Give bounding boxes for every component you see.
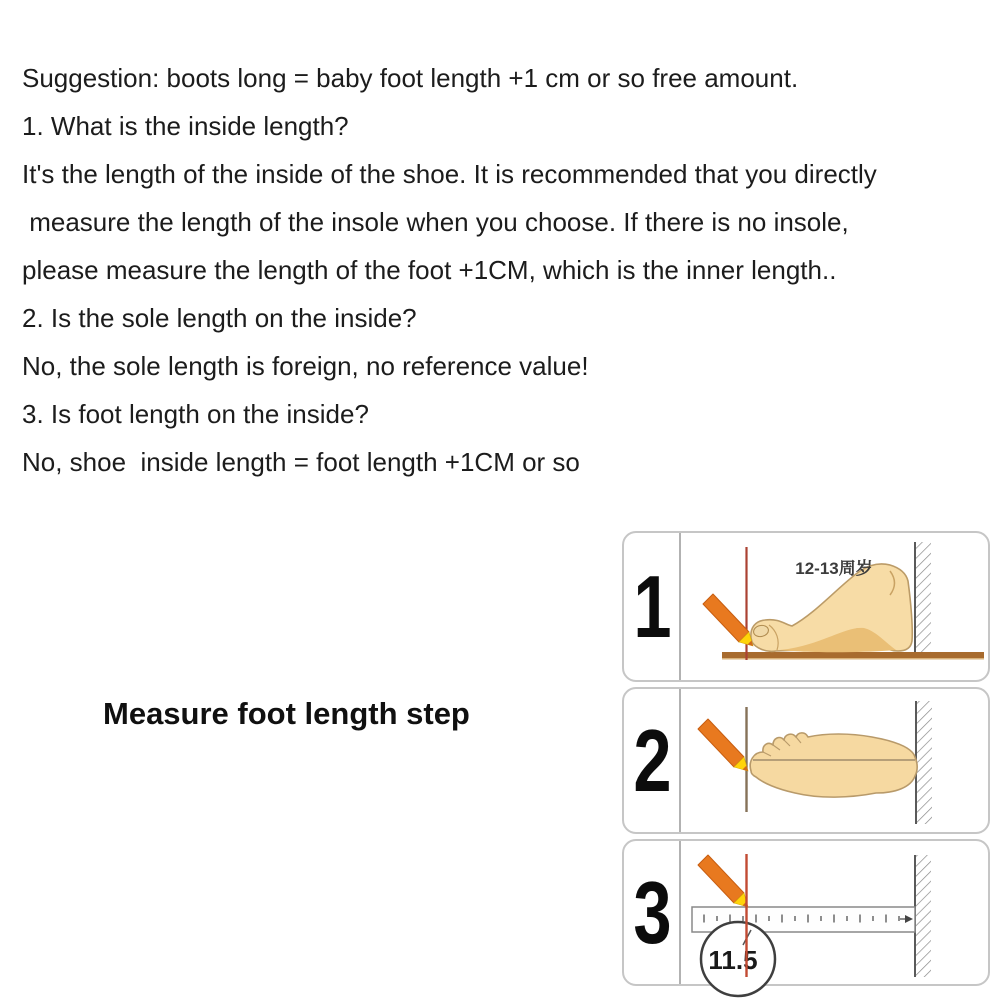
note-q1: 1. What is the inside length? (22, 111, 349, 141)
foot-top-outline (750, 733, 917, 797)
note-a2: No, the sole length is foreign, no reference value! (22, 351, 589, 381)
note-a1-part3: please measure the length of the foot +1CM, which is the inner length.. (22, 255, 837, 285)
pencil-icon (698, 719, 748, 771)
step-3-illustration (624, 841, 988, 984)
step-2-number: 2 (632, 710, 672, 810)
note-a1-part2: measure the length of the insole when you choose. If there is no insole, (22, 207, 849, 237)
measure-step-panel-2 (622, 687, 990, 834)
step-3-number: 3 (632, 862, 672, 962)
pencil-icon (698, 855, 748, 907)
measure-step-panel-3 (622, 839, 990, 986)
wall-hatching (915, 542, 931, 658)
measurement-value: 11.5 (708, 945, 758, 975)
note-suggestion: Suggestion: boots long = baby foot length +1 cm or so free amount. (22, 63, 799, 93)
note-q2: 2. Is the sole length on the inside? (22, 303, 417, 333)
step-1-number: 1 (632, 556, 672, 656)
age-annotation: 12-13周岁 (795, 559, 873, 578)
note-a3: No, shoe inside length = foot length +1CM or so (22, 447, 580, 477)
measure-step-panel-1 (622, 531, 990, 682)
step-1-illustration (624, 533, 988, 680)
diagram-caption: Measure foot length step (103, 696, 470, 731)
wall-hatching (916, 701, 932, 824)
note-q3: 3. Is foot length on the inside? (22, 399, 369, 429)
note-a1-part1: It's the length of the inside of the shoe. It is recommended that you directly (22, 159, 877, 189)
floor-bar-highlight (722, 658, 984, 660)
step-2-illustration (624, 689, 988, 832)
wall-hatching (915, 855, 931, 977)
sizing-notes (22, 54, 877, 486)
floor-bar (722, 652, 984, 658)
